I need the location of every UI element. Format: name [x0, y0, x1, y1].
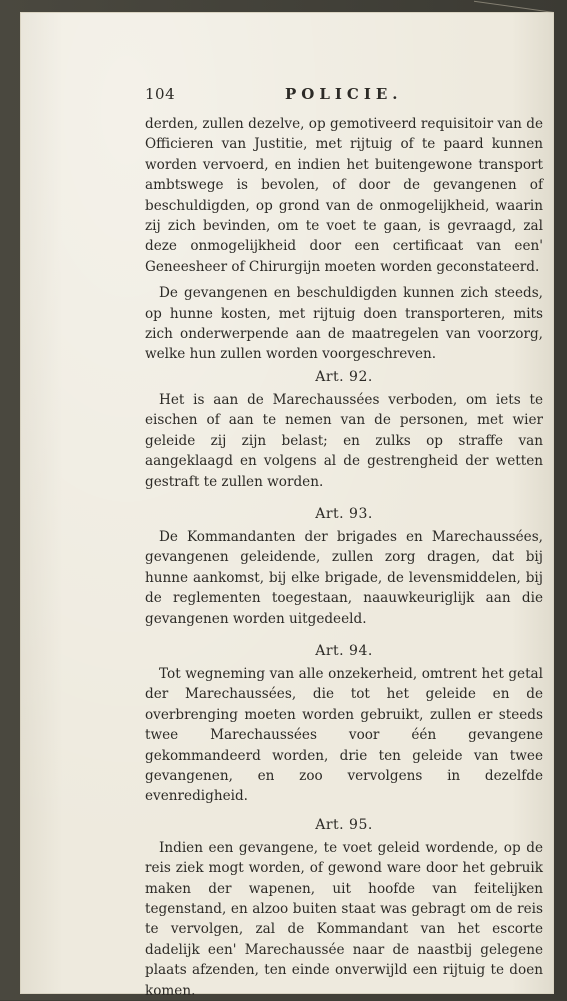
running-title: POLICIE. [285, 85, 403, 103]
paragraph-transport-own-cost: De gevangenen en beschuldigden kunnen zich steeds, op hunne kosten, met rijtuig doen transporteren, mits zich onderwerpende aan de maatregelen van voorzorg, welke hun zullen worden voorgeschreven. [145, 285, 543, 363]
article-heading-95: Art. 95. [315, 816, 373, 833]
article-heading-93: Art. 93. [315, 505, 373, 522]
article-text-94: Tot wegneming van alle onzekerheid, omtrent het getal der Marechaussées, die tot het geleide en de overbrenging moeten worden gebruikt, zullen er steeds twee Marechaussées voor één gevangene gekommandeerd worden, drie ten geleide van twee gevangenen, en zoo vervolgens in dezelfde evenredigheid. [145, 665, 543, 805]
page-number: 104 [145, 85, 176, 103]
article-heading-92: Art. 92. [315, 368, 373, 385]
article-text-93: De Kommandanten der brigades en Marechaussées, gevangenen geleidende, zullen zorg dragen, dat bij hunne aankomst, bij elke brigade, de levensmiddelen, bij de reglementen toegestaan, naauwkeuriglijk aan die gevangenen worden uitgedeeld. [145, 528, 543, 627]
page-text-block [145, 84, 543, 1001]
article-text-95: Indien een gevangene, te voet geleid wordende, op de reis ziek mogt worden, of gewond ware door het gebruik maken der wapenen, uit hoofde van feitelijken tegenstand, en alzoo buiten staat was gebragt om de reis te vervolgen, zal de Kommandant van het escorte dadelijk een' Marechaussée naar de naastbij gelegene plaats afzenden, ten einde onverwijld een rijtuig te doen komen. [145, 839, 543, 999]
paragraph-continued: derden, zullen dezelve, op gemotiveerd requisitoir van de Officieren van Justitie, met rijtuig of te paard kunnen worden vervoerd, en indien het buitengewone transport ambtswege is bevolen, of door de gevangenen of beschuldigden, op grond van de onmogelijkheid, waarin zij zich bevinden, om te voet te gaan, is gevraagd, zal deze onmogelijkheid door een certificaat van een' Geneesheer of Chirurgijn moeten worden geconstateerd. [145, 116, 544, 275]
running-head [145, 84, 543, 110]
article-text-92: Het is aan de Marechaussées verboden, om iets te eischen of aan te nemen van de personen, met wier geleide zij zijn belast; en zulks op straffe van aangeklaagd en volgens al de gestrengheid der wetten gestraft te zullen worden. [145, 391, 543, 490]
article-heading-94: Art. 94. [315, 642, 373, 659]
